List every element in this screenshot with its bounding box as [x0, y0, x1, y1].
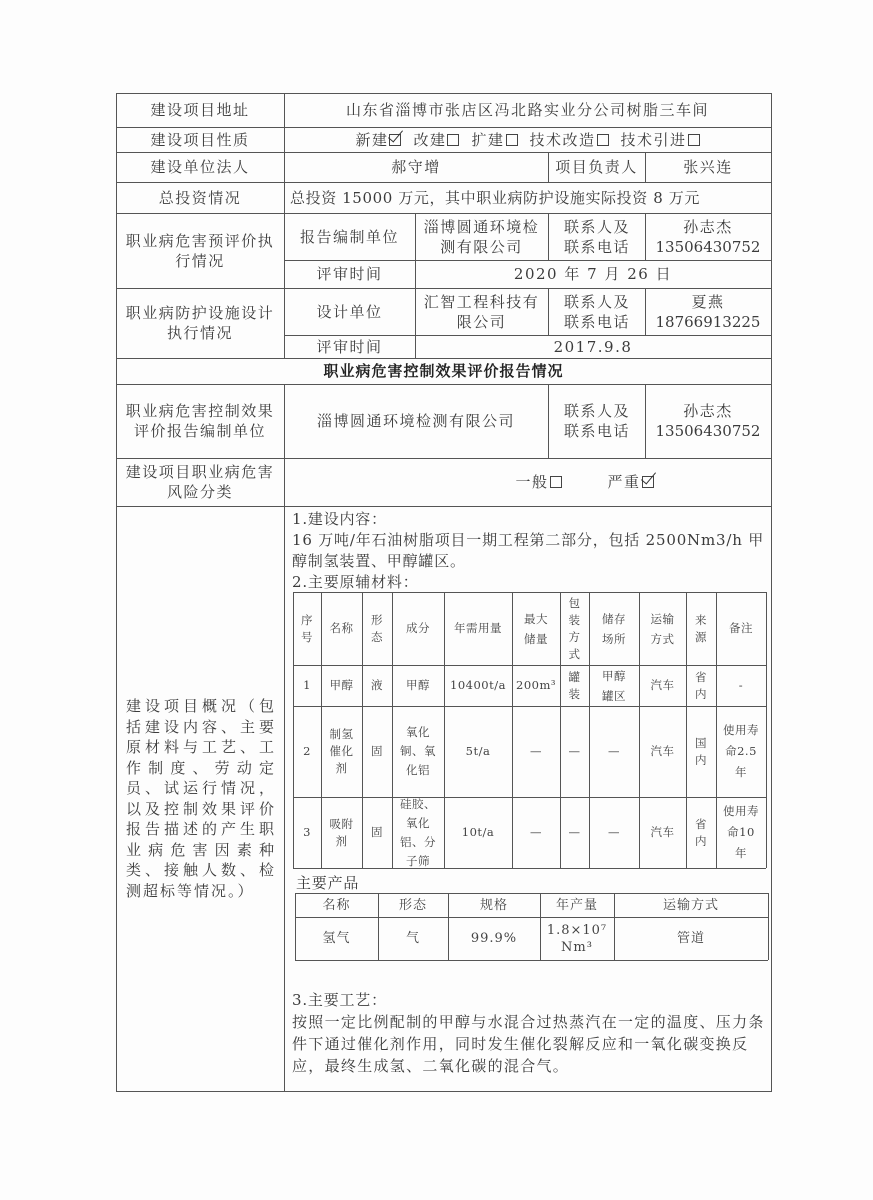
table-header-cell: 备注	[729, 621, 753, 635]
nature-option-new[interactable]	[355, 130, 401, 150]
table-cell: 国内	[695, 735, 707, 767]
table-header-cell: 年产量	[555, 897, 598, 913]
section-title: 职业病危害控制效果评价报告情况	[323, 362, 564, 380]
table-cell: —	[530, 825, 542, 839]
table-cell: 制氢催化剂	[329, 727, 354, 775]
option-label: 技术改造	[529, 130, 596, 149]
option-label: 技术引进	[620, 130, 687, 149]
legal-person-label: 建设单位法人	[150, 158, 250, 176]
process-heading: 3.主要工艺：	[292, 991, 387, 1009]
table-header-cell: 最大储量	[524, 611, 548, 646]
table-cell: 管道	[676, 931, 705, 946]
risk-option-general[interactable]	[515, 472, 561, 492]
control-eval-contact-label: 联系人及联系电话	[563, 402, 630, 440]
process-text: 按照一定比例配制的甲醇与水混合过热蒸汽在一定的温度、压力条件下通过催化剂作用，同时发生催化裂解反应和一氧化碳变换反应，最终生成氢、二氧化碳的混合气。	[292, 1013, 765, 1075]
option-label: 新建	[355, 130, 389, 149]
table-cell: 5t/a	[465, 744, 491, 758]
table-cell: 省内	[695, 816, 707, 848]
pre-eval-label: 职业病危害预评价执行情况	[125, 231, 275, 270]
table-header-cell: 年需用量	[454, 621, 502, 635]
table-cell: 气	[405, 931, 420, 946]
option-label: 改建	[413, 130, 447, 149]
address-label: 建设项目地址	[150, 101, 250, 119]
table-cell: 1.8×10⁷ Nm³	[546, 922, 608, 955]
table-border	[771, 93, 772, 1091]
table-header-cell: 形态	[398, 897, 427, 913]
table-header-cell: 运输方式	[662, 897, 719, 913]
table-cell: —	[608, 825, 620, 839]
table-cell: 液	[371, 678, 383, 692]
pre-eval-review-date: 2020 年 7 月 26 日	[513, 265, 673, 283]
nature-option-rebuild[interactable]	[413, 130, 459, 150]
table-cell: 甲醇	[406, 678, 430, 692]
contact-name: 夏燕	[691, 292, 725, 311]
control-eval-unit: 淄博圆通环境检测有限公司	[316, 412, 515, 430]
contact-phone: 13506430752	[655, 422, 761, 440]
table-cell: —	[568, 825, 581, 839]
pre-eval-unit-label: 报告编制单位	[299, 227, 399, 246]
design-contact	[645, 288, 771, 335]
table-cell: 2	[303, 744, 311, 758]
table-cell: 罐装	[568, 669, 581, 701]
table-header-cell: 运输方式	[650, 611, 675, 646]
table-border	[116, 93, 117, 1091]
design-review-date: 2017.9.8	[553, 337, 633, 356]
design-label: 职业病防护设施设计执行情况	[125, 304, 275, 342]
table-cell: 氢气	[322, 931, 351, 946]
table-cell: 汽车	[650, 678, 675, 692]
option-label: 严重	[607, 473, 641, 491]
pre-eval-unit: 淄博圆通环境检测有限公司	[423, 217, 540, 256]
table-cell: 省内	[695, 669, 707, 701]
control-eval-contact	[645, 384, 771, 458]
table-cell: —	[568, 744, 581, 758]
table-header-cell: 序号	[301, 612, 313, 644]
content-text: 16 万吨/年石油树脂项目一期工程第二部分，包括 2500Nm3/h 甲醇制氢装置、甲醇罐区。	[292, 531, 765, 570]
table-cell: 汽车	[650, 744, 675, 758]
address-value: 山东省淄博市张店区冯北路实业分公司树脂三车间	[345, 101, 709, 119]
nature-option-tech-import[interactable]	[621, 130, 700, 150]
table-row-divider	[295, 960, 768, 961]
table-cell: 200m³	[516, 678, 556, 692]
table-header-cell: 规格	[479, 897, 508, 913]
option-label: 一般	[515, 473, 549, 491]
contact-name: 孙志杰	[683, 217, 733, 236]
table-cell: —	[530, 744, 542, 758]
table-header-cell: 包装方式	[568, 595, 581, 661]
overview-label: 建设项目概况（包括建设内容、主要原材料与工艺、工作制度、劳动定员、试运行情况，以及控制效果评价报告描述的产生职业病危害因素种类、接触人数、检测超标等情况。）	[126, 697, 276, 900]
table-row-divider	[293, 868, 766, 869]
nature-option-tech-reform[interactable]	[530, 130, 609, 150]
col-divider	[548, 213, 549, 260]
table-header-cell: 名称	[322, 897, 351, 913]
table-cell: 10400t/a	[450, 678, 506, 692]
table-header-cell: 来源	[695, 612, 707, 644]
control-eval-label: 职业病危害控制效果评价报告编制单位	[125, 402, 275, 440]
table-cell: 硅胶、氧化铝、分子筛	[400, 796, 436, 868]
nature-options	[284, 127, 771, 152]
pre-eval-contact-label: 联系人及联系电话	[563, 217, 630, 256]
checkbox-icon[interactable]	[506, 134, 518, 146]
table-cell: 使用寿命2.5年	[723, 723, 759, 779]
table-cell: 氧化铜、氧化铝	[400, 725, 436, 777]
table-cell: 甲醇	[329, 678, 354, 692]
table-header-cell: 名称	[329, 621, 354, 635]
manager-label: 项目负责人	[555, 158, 638, 176]
table-cell: 3	[303, 825, 311, 839]
risk-options	[284, 458, 771, 506]
table-header-cell: 形态	[371, 612, 383, 644]
checkbox-icon[interactable]	[447, 134, 459, 146]
design-contact-label: 联系人及联系电话	[563, 292, 630, 331]
table-cell: -	[738, 678, 744, 692]
products-heading: 主要产品	[296, 874, 360, 892]
table-cell: —	[608, 744, 620, 758]
table-cell: 甲醇罐区	[602, 668, 626, 703]
table-cell: 汽车	[650, 825, 675, 839]
contact-name: 孙志杰	[683, 402, 733, 420]
checkbox-icon[interactable]	[597, 134, 609, 146]
checkbox-checked-icon[interactable]	[389, 134, 401, 146]
table-cell: 10t/a	[461, 825, 495, 839]
checkbox-icon[interactable]	[688, 134, 700, 146]
pre-eval-contact	[645, 213, 771, 260]
col-divider	[548, 288, 549, 335]
col-divider	[548, 384, 549, 458]
investment-label: 总投资情况	[158, 188, 242, 207]
table-header-cell: 成分	[406, 621, 430, 635]
design-unit-label: 设计单位	[316, 302, 383, 321]
design-unit: 汇智工程科技有限公司	[423, 292, 540, 331]
table-cell: 99.9%	[470, 931, 518, 946]
design-review-label: 评审时间	[316, 337, 383, 356]
risk-label: 建设项目职业病危害风险分类	[125, 463, 275, 501]
contact-phone: 13506430752	[655, 237, 761, 256]
table-cell: 吸附剂	[329, 816, 354, 848]
table-cell: 固	[371, 825, 383, 839]
risk-option-severe[interactable]	[608, 472, 654, 492]
table-col-divider	[768, 893, 769, 960]
checkbox-icon[interactable]	[550, 476, 562, 488]
table-cell: 固	[371, 744, 383, 758]
table-cell: 1	[303, 678, 311, 692]
nature-label: 建设项目性质	[150, 130, 250, 149]
materials-heading: 2.主要原辅材料：	[292, 573, 419, 591]
manager-value: 张兴连	[683, 158, 733, 176]
legal-person-value: 郝守增	[391, 158, 441, 176]
checkbox-checked-icon[interactable]	[642, 476, 654, 488]
table-col-divider	[766, 592, 767, 868]
pre-eval-review-label: 评审时间	[316, 265, 383, 283]
nature-option-expand[interactable]	[471, 130, 517, 150]
table-header-cell: 储存场所	[602, 611, 626, 646]
investment-value: 总投资 15000 万元，其中职业病防护设施实际投资 8 万元	[290, 188, 700, 207]
option-label: 扩建	[471, 130, 505, 149]
table-cell: 使用寿命10年	[723, 804, 759, 860]
table-border	[116, 1091, 772, 1092]
contact-phone: 18766913225	[655, 312, 761, 331]
content-heading: 1.建设内容：	[292, 510, 387, 528]
